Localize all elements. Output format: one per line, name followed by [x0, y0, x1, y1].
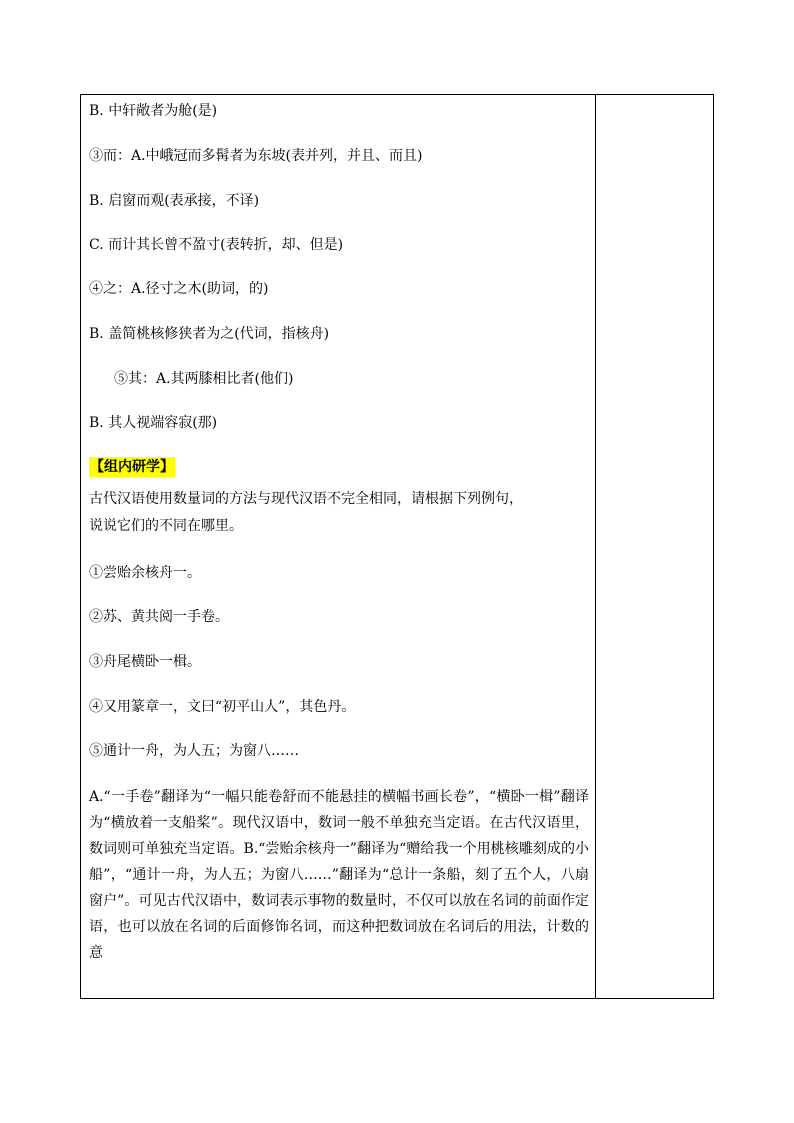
example-line: ⑤通计一舟，为人五；为窗八…… — [89, 743, 299, 759]
text-line: B. 盖简桃核修狭者为之(代词，指核舟) — [89, 326, 330, 342]
side-notes-cell — [596, 95, 713, 998]
text-line: B. 中轩敞者为舱(是) — [89, 103, 218, 119]
section-intro-line: 古代汉语使用数量词的方法与现代汉语不完全相同，请根据下列例句， — [89, 491, 523, 507]
example-line: ③舟尾横卧一楫。 — [89, 654, 201, 670]
text-line: B. 启窗而观(表承接，不译) — [89, 193, 260, 209]
example-line: ④又用篆章一，文曰“初平山人”，其色丹。 — [89, 699, 356, 715]
example-line: ②苏、黄共阅一手卷。 — [89, 609, 229, 625]
section-title: 【组内研学】 — [90, 459, 174, 475]
text-line: ④之：A.径寸之木(助词，的) — [89, 281, 269, 297]
answer-paragraph: A.“一手卷”翻译为“一幅只能卷舒而不能悬挂的横幅书画长卷”，“横卧一楫”翻译为“横放着一支船桨”。现代汉语中，数词一般不单独充当定语。在古代汉语里，数词则可单独充当定语。B.“尝贻余核舟一”翻译为“赠给我一个用桃核雕刻成的小船”，“通计一舟，为人五；为窗八……”翻译为“总计一条船，刻了五个人，八扇窗户”。可见古代汉语中，数词表示事物的数量时，不仅可以放在名词的前面作定语，也可以放在名词的后面修饰名词，而这种把数词放在名词后的用法，计数的意 — [89, 789, 589, 961]
section-intro-line: 说说它们的不同在哪里。 — [89, 518, 243, 534]
text-line: ③而：A.中峨冠而多髯者为东坡(表并列，并且、而且) — [89, 148, 423, 164]
text-line: ⑤其：A.其两膝相比者(他们) — [114, 371, 294, 387]
document-table — [80, 94, 714, 999]
text-line: B. 其人视端容寂(那) — [89, 415, 218, 431]
text-line: C. 而计其长曾不盈寸(表转折，却、但是) — [89, 237, 344, 253]
example-line: ①尝贻余核舟一。 — [89, 565, 201, 581]
main-content-cell — [81, 95, 595, 998]
